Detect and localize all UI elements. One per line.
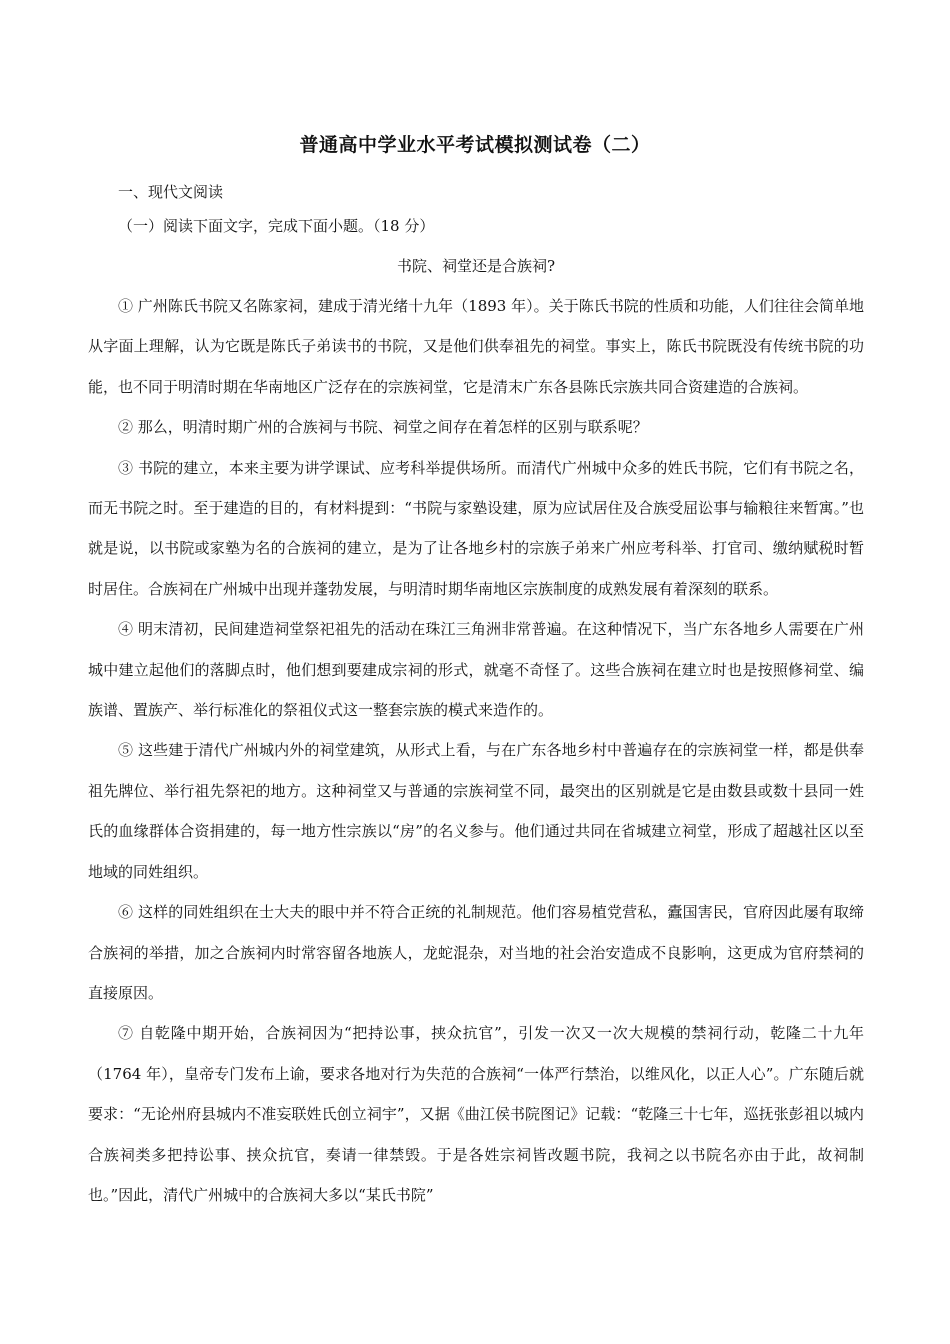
section-heading: 一、现代文阅读 [118, 183, 224, 201]
paragraph-4: ④ 明末清初，民间建造祠堂祭祀祖先的活动在珠江三角洲非常普遍。在这种情况下，当广东各地乡人需要在广州城中建立起他们的落脚点时，他们想到要建成宗祠的形式，就毫不奇怪了。这些合族祠在建立时也是按照修祠堂、编族谱、置族产、举行标准化的祭祖仪式这一整套宗族的模式来造作的。 [88, 620, 864, 720]
essay-title: 书院、祠堂还是合族祠? [396, 257, 556, 275]
paragraph-1: ① 广州陈氏书院又名陈家祠，建成于清光绪十九年（1893 年）。关于陈氏书院的性质和功能，人们往往会简单地从字面上理解，认为它既是陈氏子弟读书的书院，又是他们供奉祖先的祠堂。事实上，陈氏书院既没有传统书院的功能，也不同于明清时期在华南地区广泛存在的宗族祠堂，它是清末广东各县陈氏宗族共同合资建造的合族祠。 [88, 297, 864, 396]
paragraph-5: ⑤ 这些建于清代广州城内外的祠堂建筑，从形式上看，与在广东各地乡村中普遍存在的宗族祠堂一样，都是供奉祖先牌位、举行祖先祭祀的地方。这种祠堂又与普通的宗族祠堂不同，最突出的区别就是它是由数县或数十县同一姓氏的血缘群体合资捐建的，每一地方性宗族以“房”的名义参与。他们通过共同在省城建立祠堂，形成了超越社区以至地域的同姓组织。 [88, 741, 864, 881]
page-title: 普通高中学业水平考试模拟测试卷（二） [299, 134, 651, 156]
document-body [88, 178, 864, 1215]
paragraph-7: ⑦ 自乾隆中期开始，合族祠因为“把持讼事，挟众抗官”，引发一次又一次大规模的禁祠行动，乾隆二十九年（1764 年），皇帝专门发布上谕，要求各地对行为失范的合族祠“一体严行禁治，以维风化，以正人心”。广东随后就要求：“无论州府县城内不准妄联姓氏创立祠宇”，又据《曲江侯书院图记》记载：“乾隆三十七年，巡抚张彭祖以城内合族祠类多把持讼事、挟众抗官，奏请一律禁毁。于是各姓宗祠皆改题书院，我祠之以书院名亦由于此，故祠制也。”因此，清代广州城中的合族祠大多以“某氏书院” [88, 1024, 864, 1204]
paragraph-2: ② 那么，明清时期广州的合族祠与书院、祠堂之间存在着怎样的区别与联系呢？ [118, 418, 648, 437]
paragraph-6: ⑥ 这样的同姓组织在士大夫的眼中并不符合正统的礼制规范。他们容易植党营私，蠹国害民，官府因此屡有取缔合族祠的举措，加之合族祠内时常容留各地族人，龙蛇混杂，对当地的社会治安造成不良影响，这更成为官府禁祠的直接原因。 [88, 903, 864, 1002]
question-instruction: （一）阅读下面文字，完成下面小题。（18 分） [118, 217, 435, 235]
paragraph-3: ③ 书院的建立，本来主要为讲学课试、应考科举提供场所。而清代广州城中众多的姓氏书院，它们有书院之名，而无书院之时。至于建造的目的，有材料提到：“书院与家塾设建，原为应试居住及合族受屈讼事与输粮往来暂寓。”也就是说，以书院或家塾为名的合族祠的建立，是为了让各地乡村的宗族子弟来广州应考科举、打官司、缴纳赋税时暂时居住。合族祠在广州城中出现并蓬勃发展，与明清时期华南地区宗族制度的成熟发展有着深刻的联系。 [88, 458, 864, 598]
